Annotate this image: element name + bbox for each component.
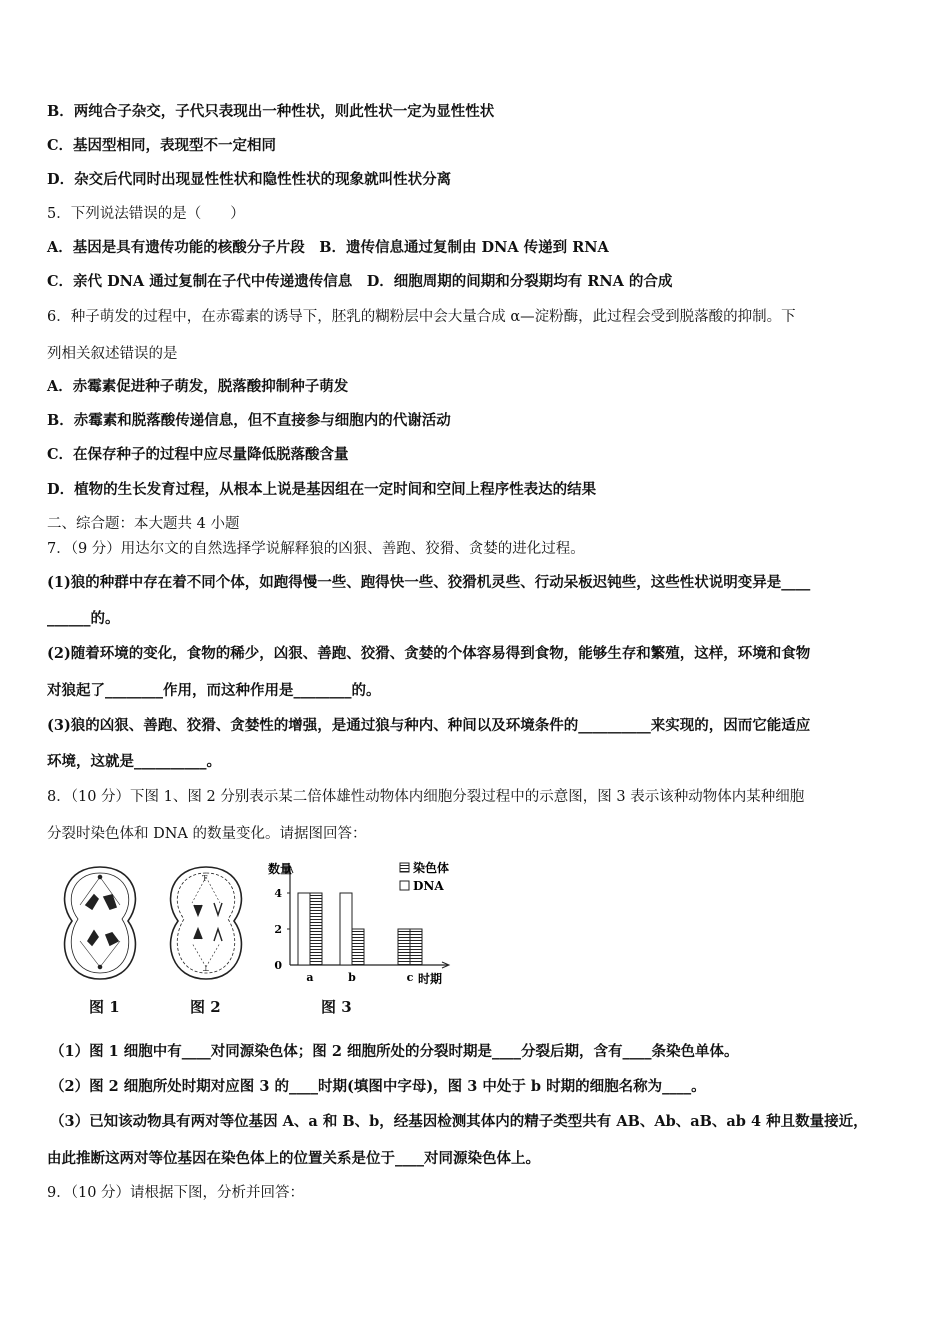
svg-text:⊥: ⊥ [202, 964, 210, 973]
legend-swatch-dna [400, 881, 409, 890]
q6-stem-line1: 6．种子萌发的过程中，在赤霉素的诱导下，胚乳的糊粉层中会大量合成 α—淀粉酶，此过程会受到脱落酸的抑制。下 [47, 309, 796, 325]
q8-figure-svg [50, 855, 470, 995]
q4-option-c: C．基因型相同，表现型不一定相同 [47, 137, 277, 154]
y-tick-label: 4 [274, 887, 282, 900]
q8-stem-line2: 分裂时染色体和 DNA 的数量变化。请据图回答： [47, 826, 367, 842]
q7-part3-line1: (3)狼的凶狠、善跑、狡猾、贪婪性的增强，是通过狼与种内、种间以及环境条件的__________来实现的，因而它能适应 [47, 717, 811, 734]
bar-a-chromosome [310, 893, 322, 965]
q7-part1-line2: ______的。 [47, 610, 120, 627]
q7-part1-line1: (1)狼的种群中存在着不同个体，如跑得慢一些、跑得快一些、狡猾机灵些、行动呆板迟钝些，这些性状说明变异是____ [47, 574, 811, 591]
figure-2-cell-diagram [171, 867, 242, 979]
y-tick-label: 2 [274, 923, 282, 936]
q7-stem: 7．（9 分）用达尔文的自然选择学说解释狼的凶狠、善跑、狡猾、贪婪的进化过程。 [47, 541, 585, 557]
q6-stem-line2: 列相关叙述错误的是 [47, 346, 178, 362]
q8-subquestion-2: （2）图 2 细胞所处时期对应图 3 的____时期(填图中字母)，图 3 中处于 b 时期的细胞名称为____。 [50, 1078, 706, 1095]
x-tick-label: c [406, 971, 414, 984]
q6-option-c: C．在保存种子的过程中应尽量降低脱落酸含量 [47, 446, 349, 463]
q6-option-d: D．植物的生长发育过程，从根本上说是基因组在一定时间和空间上程序性表达的结果 [47, 481, 597, 498]
q7-part3-line2: 环境，这就是__________。 [47, 753, 221, 770]
q7-part2-line1: (2)随着环境的变化，食物的稀少，凶狠、善跑、狡猾、贪婪的个体容易得到食物，能够生存和繁殖，这样，环境和食物 [47, 645, 811, 662]
figure-2-caption: 图 2 [190, 998, 221, 1016]
section-2-heading: 二、综合题：本大题共 4 小题 [47, 516, 240, 532]
q5-options-ab: A．基因是具有遗传功能的核酸分子片段 B．遗传信息通过复制由 DNA 传递到 RNA [47, 239, 609, 256]
legend-label-chromosome: 染色体 [413, 861, 450, 875]
q8-stem-line1: 8．（10 分）下图 1、图 2 分别表示某二倍体雄性动物体内细胞分裂过程中的示意图，图 3 表示该种动物体内某种细胞 [47, 789, 805, 805]
q5-stem: 5．下列说法错误的是（ ） [47, 206, 245, 222]
y-axis-label: 数量 [268, 862, 293, 876]
figure-3-bar-chart [268, 860, 449, 986]
q9-stem: 9．（10 分）请根据下图，分析并回答： [47, 1185, 305, 1201]
x-axis-label: 时期 [418, 972, 443, 986]
q5-options-cd: C．亲代 DNA 通过复制在子代中传递遗传信息 D．细胞周期的间期和分裂期均有 RNA 的合成 [47, 273, 673, 290]
q4-option-d: D．杂交后代同时出现显性性状和隐性性状的现象就叫性状分离 [47, 171, 452, 188]
figure-3-caption: 图 3 [321, 998, 352, 1016]
svg-text:T: T [202, 874, 208, 883]
q8-subquestion-3-line2: 由此推断这两对等位基因在染色体上的位置关系是位于____对同源染色体上。 [47, 1150, 540, 1167]
legend-label-dna: DNA [413, 879, 444, 893]
figure-1-caption: 图 1 [89, 998, 120, 1016]
q8-subquestion-3-line1: （3）已知该动物具有两对等位基因 A、a 和 B、b，经基因检测其体内的精子类型共有 AB、Ab、aB、ab 4 种且数量接近， [50, 1113, 868, 1130]
bar-b-chromosome [352, 929, 364, 965]
bar-a-dna [298, 893, 310, 965]
x-tick-label: b [348, 971, 356, 984]
q6-option-a: A．赤霉素促进种子萌发，脱落酸抑制种子萌发 [47, 378, 349, 395]
figure-1-cell-diagram [65, 867, 136, 979]
q8-subquestion-1: （1）图 1 细胞中有____对同源染色体；图 2 细胞所处的分裂时期是____分裂后期，含有____条染色单体。 [50, 1043, 739, 1060]
q6-option-b: B．赤霉素和脱落酸传递信息，但不直接参与细胞内的代谢活动 [47, 412, 451, 429]
legend-swatch-chromosome [400, 863, 409, 872]
q4-option-b: B．两纯合子杂交，子代只表现出一种性状，则此性状一定为显性性状 [47, 103, 495, 120]
bar-b-dna [340, 893, 352, 965]
y-tick-label: 0 [274, 959, 282, 972]
q7-part2-line2: 对狼起了________作用，而这种作用是________的。 [47, 682, 381, 699]
x-tick-label: a [306, 971, 314, 984]
